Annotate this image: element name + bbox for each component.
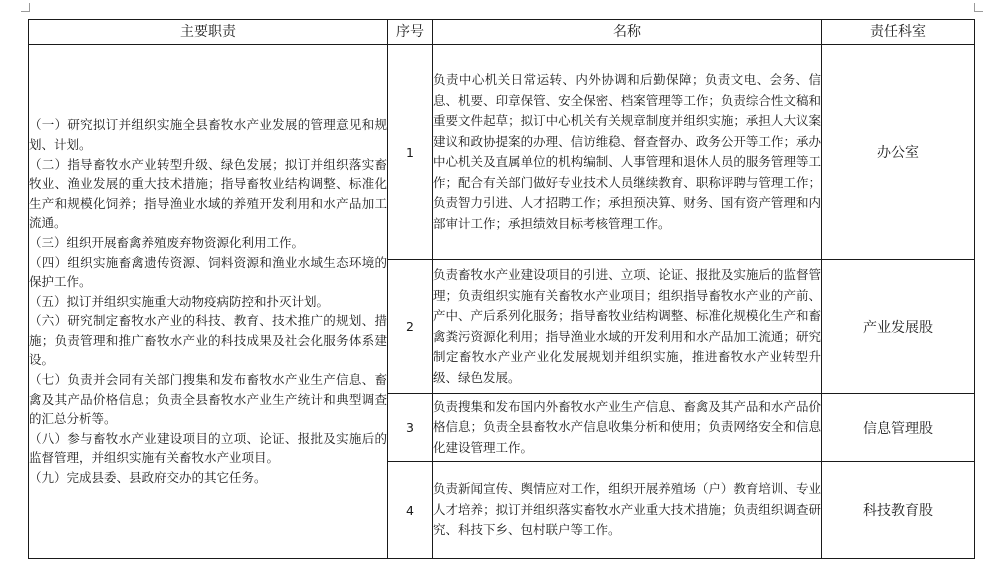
duty-item-8: （八）参与畜牧水产业建设项目的立项、论证、报批及实施后的监督管理，并组织实施有关畜牧水产业项目。: [29, 430, 387, 466]
duty-item-5: （五）拟订并组织实施重大动物疫病防控和扑灭计划。: [29, 293, 330, 309]
row-department: 信息管理股: [822, 394, 975, 462]
duty-item-4: （四）组织实施畜禽遗传资源、饲料资源和渔业水域生态环境的保护工作。: [29, 254, 387, 290]
row-department: 产业发展股: [822, 260, 975, 394]
duty-item-3: （三）组织开展畜禽养殖废弃物资源化利用工作。: [29, 234, 305, 250]
header-duty: 主要职责: [29, 20, 388, 45]
header-num: 序号: [388, 20, 433, 45]
row-number: 1: [388, 45, 433, 260]
responsibility-table: [28, 19, 975, 559]
duty-item-7: （七）负责并会同有关部门搜集和发布畜牧水产业生产信息、畜禽及其产品价格信息；负责全县畜牧水产业生产统计和典型调查的汇总分析等。: [29, 372, 387, 427]
row-description: 负责搜集和发布国内外畜牧水产业生产信息、畜禽及其产品和水产品价格信息；负责全县畜牧水产信息收集分析和使用；负责网络安全和信息化建设管理工作。: [433, 394, 822, 462]
row-department: 办公室: [822, 45, 975, 260]
row-description: 负责畜牧水产业建设项目的引进、立项、论证、报批及实施后的监督管理；负责组织实施有关畜牧水产业项目；组织指导畜牧水产业的产前、产中、产后系列化服务；指导畜牧业结构调整、标准化规模化生产和畜禽粪污资源化利用；指导渔业水域的开发利用和水产品加工流通；研究制定畜牧水产业产业化发展规划并组织实施，推进畜牧水产业转型升级、绿色发展。: [433, 260, 822, 394]
page-corner-mark-right: [974, 3, 983, 12]
duty-item-6: （六）研究制定畜牧水产业的科技、教育、技术推广的规划、措施；负责管理和推广畜牧水产业的科技成果及社会化服务体系建设。: [29, 313, 387, 368]
header-dept: 责任科室: [822, 20, 975, 45]
row-number: 4: [388, 462, 433, 559]
row-number: 2: [388, 260, 433, 394]
duty-item-9: （九）完成县委、县政府交办的其它任务。: [29, 470, 267, 486]
duty-item-2: （二）指导畜牧水产业转型升级、绿色发展；拟订并组织落实畜牧业、渔业发展的重大技术措施；指导畜牧业结构调整、标准化生产和规模化饲养；指导渔业水域的养殖开发利用和水产品加工流通。: [29, 156, 387, 231]
main-duties-cell: [29, 45, 388, 559]
row-department: 科技教育股: [822, 462, 975, 559]
duty-item-1: （一）研究拟订并组织实施全县畜牧水产业发展的管理意见和规划、计划。: [29, 117, 387, 152]
row-description: 负责新闻宣传、舆情应对工作，组织开展养殖场（户）教育培训、专业人才培养；拟订并组织落实畜牧水产业重大技术措施；负责组织调查研究、科技下乡、包村联户等工作。: [433, 462, 822, 559]
table-row: [29, 45, 975, 260]
header-name: 名称: [433, 20, 822, 45]
page-corner-mark-left: [21, 3, 30, 12]
row-description: 负责中心机关日常运转、内外协调和后勤保障；负责文电、会务、信息、机要、印章保管、安全保密、档案管理等工作；负责综合性文稿和重要文件起草；拟订中心机关有关规章制度并组织实施；承担人大议案建议和政协提案的办理、信访维稳、督查督办、政务公开等工作；承办中心机关及直属单位的机构编制、人事管理和退休人员的服务管理等工作；配合有关部门做好专业技术人员继续教育、职称评聘与管理工作；负责智力引进、人才招聘工作；承担预决算、财务、国有资产管理和内部审计工作；承担绩效目标考核管理工作。: [433, 45, 822, 260]
table-header-row: [29, 20, 975, 45]
row-number: 3: [388, 394, 433, 462]
